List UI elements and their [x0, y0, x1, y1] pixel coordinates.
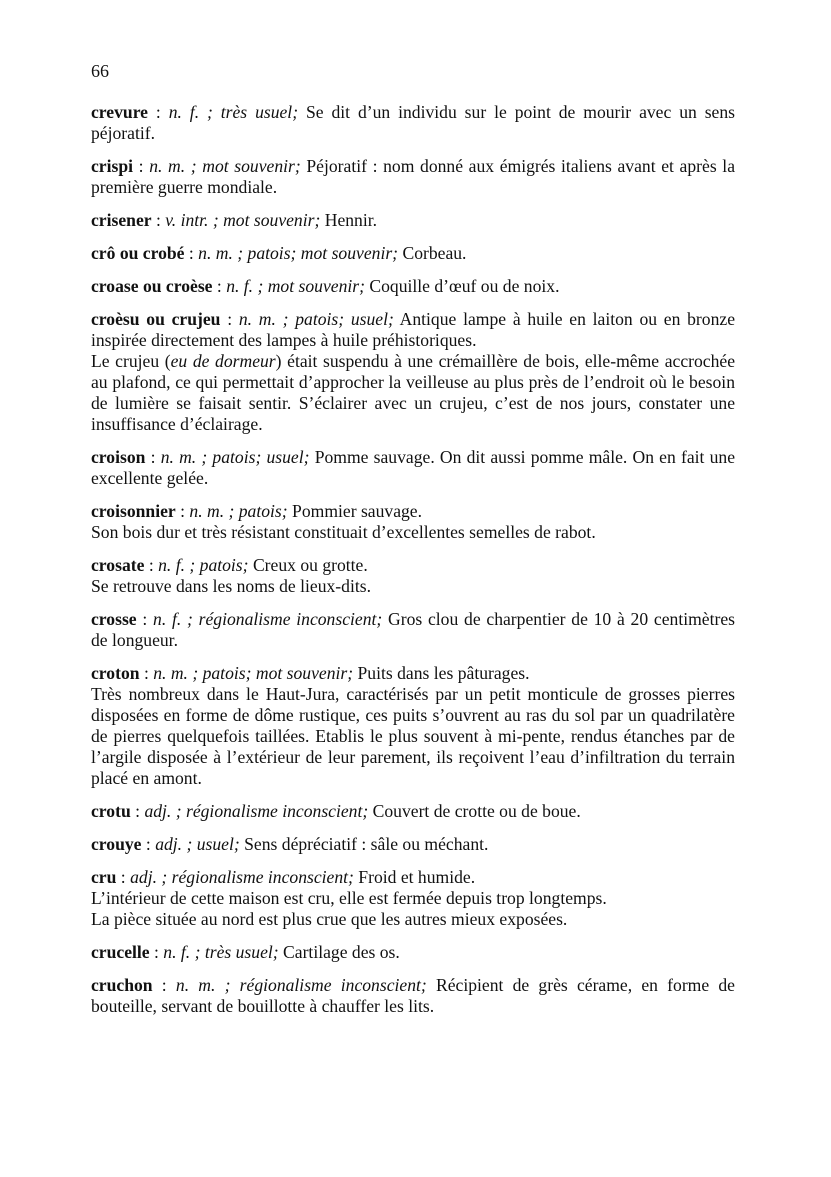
entry-grammar: n. f. ; très usuel;: [163, 942, 279, 962]
entry-note: Très nombreux dans le Haut-Jura, caractérisés par un petit monticule de grosses pierres disposées en forme de dôme rustique, ces puits s’ouvrent au ras du sol par un quadrilatère de pierres quelquefois taillées. Etablis le plus souvent à mi-pente, rendus étanches par de l’argile disposée à l’extérieur de leur parement, ils reçoivent l’eau d’infiltration du terrain placé en amont.: [91, 684, 735, 788]
dictionary-entry: [91, 309, 735, 435]
entry-definition-line: crosate : n. f. ; patois; Creux ou grotte.: [91, 555, 368, 575]
entry-headword: crô ou crobé: [91, 243, 185, 263]
entry-definition-line: croèsu ou crujeu : n. m. ; patois; usuel; Antique lampe à huile en laiton ou en bronze inspirée directement des lampes à huile préhistoriques.: [91, 309, 736, 350]
entry-definition-line: crô ou crobé : n. m. ; patois; mot souvenir; Corbeau.: [91, 243, 467, 263]
dictionary-entry: [91, 555, 735, 597]
entry-headword: crosate: [91, 555, 145, 575]
entry-definition: Cartilage des os.: [283, 942, 400, 962]
entry-grammar: adj. ; régionalisme inconscient;: [130, 867, 354, 887]
entry-grammar: n. m. ; patois; usuel;: [160, 447, 310, 467]
entry-note: L’intérieur de cette maison est cru, elle est fermée depuis trop longtemps.: [91, 888, 607, 908]
entry-definition-line: croton : n. m. ; patois; mot souvenir; Puits dans les pâturages.: [91, 663, 530, 683]
entry-definition: Sens dépréciatif : sâle ou méchant.: [244, 834, 489, 854]
entry-headword: crisener: [91, 210, 152, 230]
entry-definition: Antique lampe à huile en laiton ou en bronze inspirée directement des lampes à huile préhistoriques.: [91, 309, 736, 350]
entry-grammar: n. m. ; patois; mot souvenir;: [153, 663, 354, 683]
entry-definition: Creux ou grotte.: [252, 555, 368, 575]
entry-definition-line: croison : n. m. ; patois; usuel; Pomme sauvage. On dit aussi pomme mâle. On en fait une excellente gelée.: [91, 447, 736, 488]
dictionary-entry: [91, 276, 735, 297]
entry-headword: crispi: [91, 156, 134, 176]
entry-headword: cru: [91, 867, 117, 887]
entry-definition-line: crucelle : n. f. ; très usuel; Cartilage des os.: [91, 942, 400, 962]
entry-grammar: n. f. ; très usuel;: [168, 102, 299, 122]
entry-note-text: ) était suspendu à une crémaillère de bois, elle-même accrochée au plafond, ce qui permettait d’approcher la veilleuse au plus près de l’endroit où le besoin de lumière se faisait sentir. S’éclairer avec un crujeu, c’est de nos jours, constater une insuffisance d’éclairage.: [91, 351, 736, 434]
entry-definition: Puits dans les pâturages.: [357, 663, 530, 683]
entry-definition-line: crispi : n. m. ; mot souvenir; Péjoratif : nom donné aux émigrés italiens avant et après la première guerre mondiale.: [91, 156, 736, 197]
entry-note: [91, 351, 735, 435]
entry-definition-line: cru : adj. ; régionalisme inconscient; Froid et humide.: [91, 867, 476, 887]
entry-headword: croase ou croèse: [91, 276, 213, 296]
entry-definition: Récipient de grès cérame, en forme de bouteille, servant de bouillotte à chauffer les lits.: [91, 975, 735, 1016]
dictionary-entry: [91, 801, 735, 822]
entry-grammar: n. m. ; mot souvenir;: [149, 156, 301, 176]
entry-headword: crotu: [91, 801, 131, 821]
entry-headword: croton: [91, 663, 140, 683]
entry-grammar: n. m. ; patois; mot souvenir;: [198, 243, 399, 263]
entry-grammar: n. f. ; mot souvenir;: [226, 276, 365, 296]
entry-definition: Pomme sauvage. On dit aussi pomme mâle. On en fait une excellente gelée.: [91, 447, 736, 488]
entry-grammar: n. m. ; patois; usuel;: [238, 309, 394, 329]
entry-headword: crouye: [91, 834, 142, 854]
entry-definition: Gros clou de charpentier de 10 à 20 centimètres de longueur.: [91, 609, 735, 650]
entry-grammar: n. f. ; patois;: [158, 555, 249, 575]
entry-definition: Froid et humide.: [358, 867, 476, 887]
entry-definition: Péjoratif : nom donné aux émigrés italiens avant et après la première guerre mondiale.: [91, 156, 736, 197]
entry-definition: Coquille d’œuf ou de noix.: [369, 276, 560, 296]
entry-definition: Couvert de crotte ou de boue.: [372, 801, 581, 821]
entry-grammar: n. m. ; patois;: [189, 501, 288, 521]
dictionary-entry: [91, 156, 735, 198]
dictionary-entry: [91, 243, 735, 264]
entry-definition: Se dit d’un individu sur le point de mourir avec un sens péjoratif.: [91, 102, 736, 143]
entry-note: Son bois dur et très résistant constituait d’excellentes semelles de rabot.: [91, 522, 596, 542]
entry-headword: cruchon: [91, 975, 153, 995]
dictionary-entry: [91, 663, 735, 789]
entry-definition-line: crevure : n. f. ; très usuel; Se dit d’un individu sur le point de mourir avec un sens péjoratif.: [91, 102, 736, 143]
entry-definition: Pommier sauvage.: [292, 501, 423, 521]
entry-definition-line: crotu : adj. ; régionalisme inconscient; Couvert de crotte ou de boue.: [91, 801, 581, 821]
entry-headword: crucelle: [91, 942, 150, 962]
dictionary-entry: [91, 447, 735, 489]
entry-note-text: Le crujeu (: [91, 351, 171, 371]
entry-definition-line: crouye : adj. ; usuel; Sens dépréciatif : sâle ou méchant.: [91, 834, 489, 854]
entry-list: [91, 102, 735, 1017]
entry-definition-line: crisener : v. intr. ; mot souvenir; Hennir.: [91, 210, 378, 230]
entry-grammar: adj. ; régionalisme inconscient;: [144, 801, 369, 821]
dictionary-page: [91, 60, 735, 1029]
dictionary-entry: [91, 942, 735, 963]
entry-headword: crevure: [91, 102, 148, 122]
entry-note: La pièce située au nord est plus crue que les autres mieux exposées.: [91, 909, 568, 929]
entry-definition-line: crosse : n. f. ; régionalisme inconscient; Gros clou de charpentier de 10 à 20 centimètres de longueur.: [91, 609, 735, 650]
page-number: 66: [91, 61, 109, 81]
entry-grammar: v. intr. ; mot souvenir;: [165, 210, 321, 230]
entry-definition-line: croisonnier : n. m. ; patois; Pommier sauvage.: [91, 501, 423, 521]
dictionary-entry: [91, 975, 735, 1017]
dictionary-entry: [91, 501, 735, 543]
entry-headword: croison: [91, 447, 146, 467]
entry-note: Se retrouve dans les noms de lieux-dits.: [91, 576, 371, 596]
entry-headword: croèsu ou crujeu: [91, 309, 221, 329]
entry-definition: Hennir.: [324, 210, 378, 230]
dictionary-entry: [91, 834, 735, 855]
dictionary-entry: [91, 210, 735, 231]
entry-headword: crosse: [91, 609, 137, 629]
entry-grammar: n. m. ; régionalisme inconscient;: [175, 975, 427, 995]
dictionary-entry: [91, 867, 735, 930]
entry-definition-line: cruchon : n. m. ; régionalisme inconscient; Récipient de grès cérame, en forme de bouteille, servant de bouillotte à chauffer les lits.: [91, 975, 735, 1016]
entry-note-italic: eu de dormeur: [170, 351, 276, 371]
entry-grammar: adj. ; usuel;: [155, 834, 240, 854]
entry-grammar: n. f. ; régionalisme inconscient;: [153, 609, 383, 629]
entry-definition-line: croase ou croèse : n. f. ; mot souvenir; Coquille d’œuf ou de noix.: [91, 276, 560, 296]
dictionary-entry: [91, 609, 735, 651]
dictionary-entry: [91, 102, 735, 144]
entry-headword: croisonnier: [91, 501, 176, 521]
entry-definition: Corbeau.: [402, 243, 467, 263]
